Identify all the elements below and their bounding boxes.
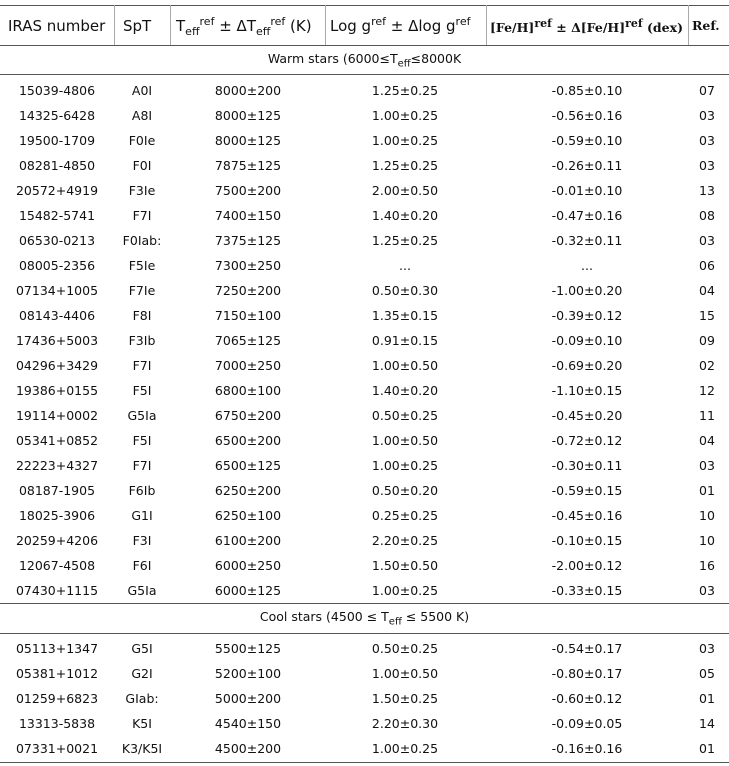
cell-log-g: 2.20±0.25: [371, 533, 439, 548]
cell-spectral-type: G5Ia: [127, 408, 157, 423]
cell-log-g: 1.00±0.50: [371, 666, 439, 681]
cell-metallicity: ...: [581, 258, 593, 273]
cell-iras-number: 08005-2356: [18, 258, 96, 273]
cell-spectral-type: GIab:: [125, 691, 159, 706]
cell-teff: 7500±200: [214, 183, 282, 198]
table-top-rule: [0, 5, 729, 6]
cell-spectral-type: K5I: [132, 716, 152, 731]
cell-spectral-type: G5I: [131, 641, 153, 656]
cell-reference: 13: [699, 183, 715, 198]
cell-iras-number: 08187-1905: [18, 483, 96, 498]
cell-metallicity: -0.09±0.10: [551, 333, 623, 348]
cell-metallicity: -0.01±0.10: [551, 183, 623, 198]
cell-iras-number: 08143-4406: [18, 308, 96, 323]
cell-log-g: 0.50±0.25: [371, 641, 439, 656]
cell-iras-number: 18025-3906: [18, 508, 96, 523]
cell-metallicity: -0.69±0.20: [551, 358, 623, 373]
cell-iras-number: 19114+0002: [15, 408, 99, 423]
cell-teff: 6000±125: [214, 583, 282, 598]
cell-teff: 6100±200: [214, 533, 282, 548]
cell-reference: 01: [699, 483, 715, 498]
header-metallicity: $[Fe/H]^{ref} \pm \Delta[Fe/H]^{ref}$ (dex): [490, 17, 683, 36]
cell-reference: 03: [699, 458, 715, 473]
cell-spectral-type: F6Ib: [128, 483, 156, 498]
cell-log-g: 1.00±0.25: [371, 741, 439, 756]
cell-reference: 03: [699, 158, 715, 173]
cell-reference: 05: [699, 666, 715, 681]
cell-iras-number: 05341+0852: [15, 433, 99, 448]
cell-metallicity: -0.45±0.20: [551, 408, 623, 423]
cell-reference: 03: [699, 133, 715, 148]
cell-spectral-type: F0I: [132, 158, 152, 173]
cell-metallicity: -0.47±0.16: [551, 208, 623, 223]
cell-log-g: 1.40±0.20: [371, 383, 439, 398]
cell-log-g: 1.00±0.25: [371, 458, 439, 473]
cell-teff: 6750±200: [214, 408, 282, 423]
cell-spectral-type: A8I: [131, 108, 153, 123]
cell-spectral-type: F8I: [132, 308, 152, 323]
cell-metallicity: -0.32±0.11: [551, 233, 623, 248]
cell-reference: 01: [699, 741, 715, 756]
cell-iras-number: 15039-4806: [18, 83, 96, 98]
cell-iras-number: 20572+4919: [15, 183, 99, 198]
cell-spectral-type: G1I: [131, 508, 153, 523]
cell-iras-number: 08281-4850: [18, 158, 96, 173]
column-divider: [114, 5, 115, 45]
cell-spectral-type: F5I: [132, 433, 152, 448]
header-spectral-type: SpT: [123, 17, 152, 35]
cell-log-g: 1.00±0.25: [371, 133, 439, 148]
cell-iras-number: 22223+4327: [15, 458, 99, 473]
cell-reference: 03: [699, 233, 715, 248]
cell-log-g: 2.20±0.30: [371, 716, 439, 731]
cell-iras-number: 14325-6428: [18, 108, 96, 123]
cell-metallicity: -1.00±0.20: [551, 283, 623, 298]
cell-teff: 7400±150: [214, 208, 282, 223]
cell-reference: 07: [699, 83, 715, 98]
cell-reference: 10: [699, 533, 715, 548]
cell-spectral-type: F0Ie: [128, 133, 156, 148]
cell-log-g: 1.00±0.50: [371, 358, 439, 373]
table-bottom-rule: [0, 762, 729, 763]
cell-reference: 04: [699, 433, 715, 448]
header-log-g: Log $g^{ref} \pm \Delta\log$ $g^{ref}$: [330, 15, 471, 35]
column-divider: [325, 5, 326, 45]
cell-metallicity: -0.10±0.15: [551, 533, 623, 548]
header-rule: [0, 45, 729, 46]
column-divider: [170, 5, 171, 45]
cell-metallicity: -0.39±0.12: [551, 308, 623, 323]
cell-teff: 6500±125: [214, 458, 282, 473]
section-title-warm-stars: Warm stars ($6000\le T_{eff}\le 8000K$: [267, 51, 462, 70]
cell-reference: 02: [699, 358, 715, 373]
cell-reference: 10: [699, 508, 715, 523]
cell-metallicity: -0.16±0.16: [551, 741, 623, 756]
cell-iras-number: 05113+1347: [15, 641, 99, 656]
column-divider: [688, 5, 689, 45]
cell-spectral-type: K3/K5I: [121, 741, 163, 756]
cell-reference: 09: [699, 333, 715, 348]
cell-iras-number: 06530-0213: [18, 233, 96, 248]
cell-iras-number: 07430+1115: [15, 583, 99, 598]
cell-spectral-type: F3Ie: [128, 183, 156, 198]
cell-iras-number: 17436+5003: [15, 333, 99, 348]
cell-iras-number: 04296+3429: [15, 358, 99, 373]
cell-reference: 03: [699, 583, 715, 598]
cell-metallicity: -0.59±0.15: [551, 483, 623, 498]
section-rule: [0, 74, 729, 75]
cell-log-g: 1.50±0.50: [371, 558, 439, 573]
cell-teff: 4500±200: [214, 741, 282, 756]
cell-iras-number: 05381+1012: [15, 666, 99, 681]
cell-metallicity: -0.56±0.16: [551, 108, 623, 123]
cell-log-g: 1.25±0.25: [371, 233, 439, 248]
cell-teff: 7150±100: [214, 308, 282, 323]
cell-spectral-type: G5Ia: [127, 583, 157, 598]
cell-log-g: 0.50±0.20: [371, 483, 439, 498]
section-rule: [0, 633, 729, 634]
cell-log-g: 1.25±0.25: [371, 83, 439, 98]
cell-teff: 7300±250: [214, 258, 282, 273]
cell-teff: 8000±200: [214, 83, 282, 98]
cell-metallicity: -0.85±0.10: [551, 83, 623, 98]
cell-teff: 6250±100: [214, 508, 282, 523]
cell-teff: 7000±250: [214, 358, 282, 373]
cell-log-g: 0.91±0.15: [371, 333, 439, 348]
cell-metallicity: -0.45±0.16: [551, 508, 623, 523]
cell-reference: 08: [699, 208, 715, 223]
cell-iras-number: 13313-5838: [18, 716, 96, 731]
cell-log-g: 2.00±0.50: [371, 183, 439, 198]
cell-iras-number: 12067-4508: [18, 558, 96, 573]
header-reference: Ref.: [692, 18, 720, 33]
cell-metallicity: -2.00±0.12: [551, 558, 623, 573]
cell-iras-number: 07134+1005: [15, 283, 99, 298]
cell-metallicity: -1.10±0.15: [551, 383, 623, 398]
cell-teff: 8000±125: [214, 108, 282, 123]
section-title-cool-stars: Cool stars ($4500 \le T_{eff} \le 5500$ K): [259, 609, 470, 628]
cell-metallicity: -0.26±0.11: [551, 158, 623, 173]
cell-spectral-type: F7Ie: [128, 283, 156, 298]
cell-log-g: 1.00±0.25: [371, 108, 439, 123]
header-teff: $T_{eff}^{ref} \pm \Delta T_{eff}^{ref}$ (K): [176, 15, 312, 38]
cell-metallicity: -0.30±0.11: [551, 458, 623, 473]
cell-reference: 06: [699, 258, 715, 273]
cell-reference: 12: [699, 383, 715, 398]
cell-iras-number: 19386+0155: [15, 383, 99, 398]
cell-reference: 03: [699, 641, 715, 656]
cell-spectral-type: F7I: [132, 358, 152, 373]
column-divider: [486, 5, 487, 45]
cell-reference: 14: [699, 716, 715, 731]
cell-teff: 8000±125: [214, 133, 282, 148]
cell-teff: 5000±200: [214, 691, 282, 706]
cell-log-g: 1.35±0.15: [371, 308, 439, 323]
cell-log-g: 1.40±0.20: [371, 208, 439, 223]
cell-teff: 7065±125: [214, 333, 282, 348]
cell-reference: 15: [699, 308, 715, 323]
cell-metallicity: -0.60±0.12: [551, 691, 623, 706]
cell-teff: 6000±250: [214, 558, 282, 573]
cell-teff: 6800±100: [214, 383, 282, 398]
cell-teff: 4540±150: [214, 716, 282, 731]
cell-reference: 16: [699, 558, 715, 573]
cell-log-g: 0.50±0.30: [371, 283, 439, 298]
cell-reference: 04: [699, 283, 715, 298]
cell-metallicity: -0.33±0.15: [551, 583, 623, 598]
cell-teff: 6250±200: [214, 483, 282, 498]
cell-log-g: ...: [399, 258, 411, 273]
cell-spectral-type: F3Ib: [128, 333, 156, 348]
cell-log-g: 0.25±0.25: [371, 508, 439, 523]
cell-log-g: 1.50±0.25: [371, 691, 439, 706]
cell-iras-number: 19500-1709: [18, 133, 96, 148]
cell-iras-number: 07331+0021: [15, 741, 99, 756]
cell-spectral-type: F0Iab:: [122, 233, 162, 248]
cell-metallicity: -0.80±0.17: [551, 666, 623, 681]
cell-metallicity: -0.72±0.12: [551, 433, 623, 448]
cell-reference: 01: [699, 691, 715, 706]
cell-log-g: 1.00±0.25: [371, 583, 439, 598]
cell-teff: 6500±200: [214, 433, 282, 448]
cell-metallicity: -0.59±0.10: [551, 133, 623, 148]
cell-spectral-type: F6I: [132, 558, 152, 573]
header-iras-number: IRAS number: [8, 17, 106, 35]
cell-spectral-type: A0I: [131, 83, 153, 98]
cell-spectral-type: F7I: [132, 458, 152, 473]
cell-log-g: 0.50±0.25: [371, 408, 439, 423]
cell-log-g: 1.00±0.50: [371, 433, 439, 448]
cell-metallicity: -0.09±0.05: [551, 716, 623, 731]
cell-spectral-type: F5Ie: [128, 258, 156, 273]
cell-reference: 11: [699, 408, 715, 423]
cell-iras-number: 20259+4206: [15, 533, 99, 548]
cell-iras-number: 15482-5741: [18, 208, 96, 223]
section-rule: [0, 603, 729, 604]
cell-teff: 7250±200: [214, 283, 282, 298]
cell-teff: 5500±125: [214, 641, 282, 656]
cell-teff: 7375±125: [214, 233, 282, 248]
cell-teff: 5200±100: [214, 666, 282, 681]
cell-metallicity: -0.54±0.17: [551, 641, 623, 656]
cell-log-g: 1.25±0.25: [371, 158, 439, 173]
cell-spectral-type: F7I: [132, 208, 152, 223]
cell-iras-number: 01259+6823: [15, 691, 99, 706]
cell-spectral-type: F5I: [132, 383, 152, 398]
cell-reference: 03: [699, 108, 715, 123]
cell-teff: 7875±125: [214, 158, 282, 173]
cell-spectral-type: F3I: [132, 533, 152, 548]
cell-spectral-type: G2I: [131, 666, 153, 681]
